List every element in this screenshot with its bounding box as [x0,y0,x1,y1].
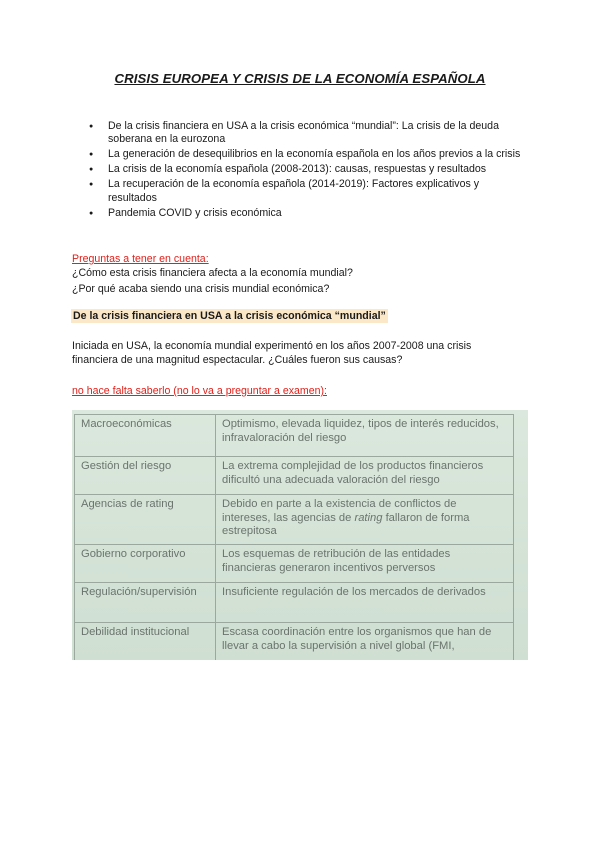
page-title: CRISIS EUROPEA Y CRISIS DE LA ECONOMÍA ESPAÑOLA [114,71,486,86]
exam-note: no hace falta saberlo (no lo va a preguntar a examen): [72,385,327,397]
table-row [75,583,514,623]
table-row [75,545,514,583]
list-item: ● De la crisis financiera en USA a la crisis económica “mundial”: La crisis de la deuda soberana en la eurozona [90,120,530,147]
cause-label: Gobierno corporativo [75,545,216,583]
questions-heading: Preguntas a tener en cuenta: [72,253,209,265]
list-item: ● Pandemia COVID y crisis económica [90,207,530,220]
question-1: ¿Cómo esta crisis financiera afecta a la economía mundial? [72,267,353,279]
list-item: ● La recuperación de la economía española (2014-2019): Factores explicativos y resultados [90,178,530,205]
table-photo [72,410,528,660]
cause-text-part: Debido en parte a la existencia de conflictos de intereses, las agencias de [222,498,457,524]
cause-text: Insuficiente regulación de los mercados de derivados [216,583,514,623]
table-row [75,623,514,661]
causes-table [74,414,514,660]
topic-list [90,120,530,222]
table-row [75,457,514,495]
cause-text-part: fallaron de forma estrepitosa [222,511,470,538]
cause-label: Agencias de rating [75,495,216,545]
list-item: ● La generación de desequilibrios en la economía española en los años previos a la crisis [90,148,530,161]
cause-text: Escasa coordinación entre los organismos que han de llevar a cabo la supervisión a nivel global (FMI, [216,623,514,661]
question-2: ¿Por qué acaba siendo una crisis mundial económica? [72,283,330,295]
cause-text-emphasis: rating [354,511,383,524]
list-item: ● La crisis de la economía española (2008-2013): causas, respuestas y resultados [90,163,530,176]
cause-label: Gestión del riesgo [75,457,216,495]
table-row [75,415,514,457]
cause-text: Optimismo, elevada liquidez, tipos de interés reducidos, infravaloración del riesgo [216,415,514,457]
cause-label: Debilidad institucional [75,623,216,661]
cause-text [216,495,514,545]
cause-text: Los esquemas de retribución de las entidades financieras generaron incentivos perversos [216,545,514,583]
section-heading: De la crisis financiera en USA a la crisis económica “mundial” [73,310,386,322]
cause-label: Macroeconómicas [75,415,216,457]
section-paragraph: Iniciada en USA, la economía mundial experimentó en los años 2007-2008 una crisis financiera de una magnitud espectacular. ¿Cuáles fueron sus causas? [72,340,472,367]
cause-label: Regulación/supervisión [75,583,216,623]
cause-text: La extrema complejidad de los productos financieros dificultó una adecuada valoración del riesgo [216,457,514,495]
table-row [75,495,514,545]
